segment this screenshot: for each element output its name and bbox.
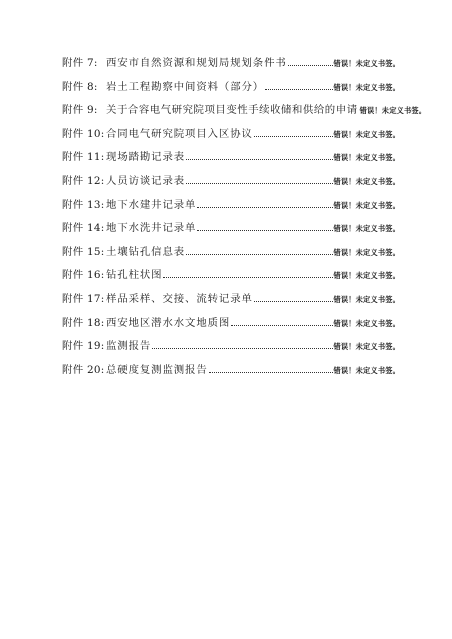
dot-leader — [209, 372, 333, 373]
toc-entry-page-ref: 错误！未定义书签。 — [333, 342, 400, 352]
toc-entry-label: 附件 10: — [62, 127, 105, 140]
toc-entry-page-ref: 错误！未定义书签。 — [333, 176, 400, 186]
toc-entry-label: 附件 7: — [62, 57, 98, 69]
dot-leader — [265, 89, 332, 90]
dot-leader — [288, 65, 333, 66]
toc-entry-label: 附件 18: — [62, 316, 105, 329]
toc-entry-page-ref: 错误！未定义书签。 — [333, 200, 400, 210]
toc-entry-page-ref: 错误！未定义书签。 — [359, 106, 427, 116]
toc-entry-title: 样品采样、交接、流转记录单 — [106, 292, 253, 305]
toc-entry[interactable] — [62, 101, 427, 125]
dot-leader — [152, 348, 332, 349]
dot-leader — [231, 325, 332, 326]
toc-entry-page-ref: 错误！未定义书签。 — [333, 365, 400, 375]
toc-entry-label: 附件 8: — [62, 80, 98, 93]
dot-leader — [186, 254, 332, 255]
toc-entry-title: 人员访谈记录表 — [106, 174, 186, 187]
toc-entry-title: 合同电气研究院项目入区协议 — [106, 127, 253, 140]
toc-entry[interactable] — [62, 148, 400, 172]
toc-entry-label: 附件 11: — [62, 151, 105, 164]
toc-entry[interactable] — [62, 219, 400, 243]
toc-entry-title: 西安地区潜水水文地质图 — [106, 316, 231, 329]
table-of-contents — [62, 54, 427, 384]
toc-entry-title: 土壤钻孔信息表 — [106, 245, 186, 258]
toc-entry[interactable] — [62, 243, 400, 267]
toc-entry-title: 监测报告 — [106, 340, 152, 353]
toc-entry-title: 关于合容电气研究院项目变性手续收储和供给的申请 — [106, 104, 358, 117]
toc-entry[interactable] — [62, 290, 400, 314]
dot-leader — [186, 159, 332, 160]
dot-leader — [254, 136, 333, 137]
toc-entry[interactable] — [62, 266, 400, 290]
toc-entry-title: 地下水洗井记录单 — [106, 222, 197, 235]
toc-entry-title: 总硬度复测监测报告 — [106, 363, 208, 376]
dot-leader — [197, 207, 332, 208]
toc-entry[interactable] — [62, 361, 400, 385]
toc-entry-title: 岩土工程勘察中间资料（部分） — [106, 80, 265, 93]
toc-entry-label: 附件 17: — [62, 292, 105, 305]
dot-leader — [163, 277, 332, 278]
toc-entry-label: 附件 13: — [62, 198, 105, 211]
toc-entry-page-ref: 错误！未定义书签。 — [333, 224, 400, 234]
toc-entry-label: 附件 14: — [62, 222, 105, 235]
toc-entry[interactable] — [62, 125, 400, 149]
dot-leader — [186, 183, 332, 184]
dot-leader — [197, 230, 332, 231]
toc-entry-label: 附件 16: — [62, 269, 105, 282]
toc-entry-page-ref: 错误！未定义书签。 — [333, 82, 400, 92]
toc-entry-label: 附件 15: — [62, 245, 105, 258]
toc-entry-title: 西安市自然资源和规划局规划条件书 — [106, 57, 287, 69]
toc-entry-page-ref: 错误！未定义书签。 — [333, 129, 400, 139]
toc-entry-page-ref: 错误！未定义书签。 — [333, 294, 400, 304]
toc-entry-label: 附件 12: — [62, 174, 105, 187]
toc-entry[interactable] — [62, 196, 400, 220]
toc-entry-page-ref: 错误！未定义书签。 — [333, 153, 400, 163]
toc-entry-page-ref: 错误！未定义书签。 — [333, 247, 400, 257]
toc-entry[interactable] — [62, 78, 400, 102]
toc-entry-page-ref: 错误！未定义书签。 — [333, 59, 400, 68]
toc-entry[interactable] — [62, 337, 400, 361]
toc-entry[interactable] — [62, 314, 400, 338]
toc-entry-page-ref: 错误！未定义书签。 — [333, 318, 400, 328]
toc-entry[interactable] — [62, 54, 400, 78]
toc-entry-label: 附件 9: — [62, 104, 98, 117]
toc-entry-label: 附件 19: — [62, 340, 105, 353]
toc-entry-page-ref: 错误！未定义书签。 — [333, 271, 400, 281]
toc-entry-title: 钻孔柱状图 — [106, 269, 163, 282]
toc-entry-title: 现场踏勘记录表 — [106, 151, 186, 164]
toc-entry-label: 附件 20: — [62, 363, 105, 376]
toc-entry-title: 地下水建井记录单 — [106, 198, 197, 211]
dot-leader — [254, 301, 333, 302]
toc-entry[interactable] — [62, 172, 400, 196]
